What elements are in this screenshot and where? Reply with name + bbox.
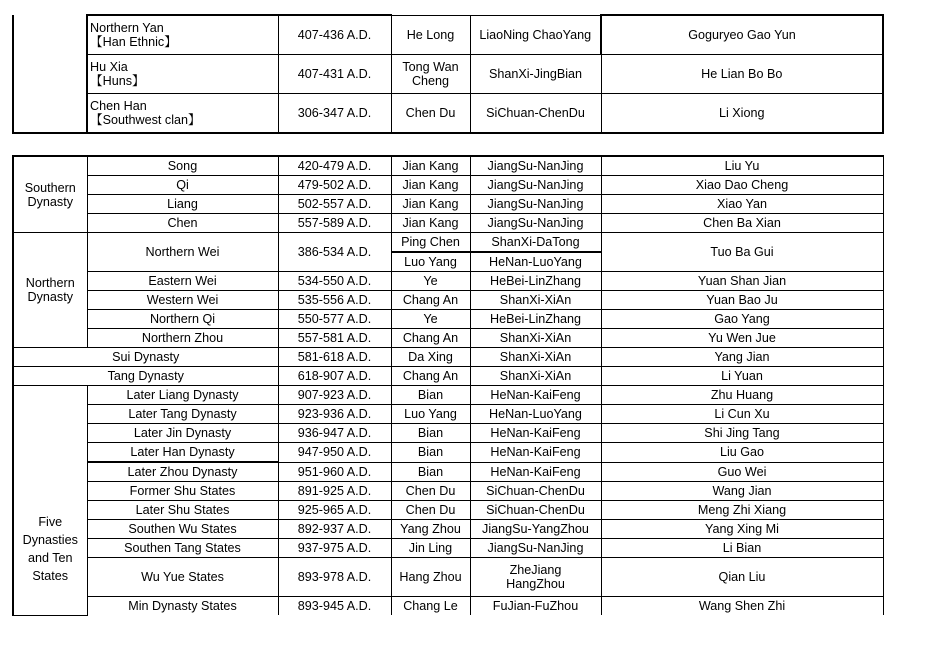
table-row — [13, 386, 883, 405]
table-row — [13, 462, 883, 482]
location-cell: JiangSu-NanJing — [470, 176, 601, 195]
location-cell: HeBei-LinZhang — [470, 310, 601, 329]
table-row — [13, 176, 883, 195]
founder-cell: Tuo Ba Gui — [601, 233, 883, 272]
dynasty-name-cell: Later Shu States — [87, 501, 278, 520]
founder-cell: Zhu Huang — [601, 386, 883, 405]
founder-cell: Gao Yang — [601, 310, 883, 329]
table-row — [13, 214, 883, 233]
table-row — [13, 405, 883, 424]
capital-cell: Ye — [391, 310, 470, 329]
location-cell: ZheJiang HangZhou — [470, 558, 601, 597]
founder-cell: Li Cun Xu — [601, 405, 883, 424]
table-row — [13, 482, 883, 501]
period-cell: 936-947 A.D. — [278, 424, 391, 443]
location-cell: ShanXi-JingBian — [470, 55, 601, 94]
founder-cell: Liu Yu — [601, 156, 883, 176]
founder-cell: Shi Jing Tang — [601, 424, 883, 443]
dynasty-name-cell: Former Shu States — [87, 482, 278, 501]
period-cell: 534-550 A.D. — [278, 272, 391, 291]
capital-cell: Chang An — [391, 329, 470, 348]
founder-cell: Liu Gao — [601, 443, 883, 463]
period-cell: 893-945 A.D. — [278, 597, 391, 616]
period-cell: 479-502 A.D. — [278, 176, 391, 195]
main-dynasty-table — [12, 155, 884, 616]
capital-cell: Jin Ling — [391, 539, 470, 558]
dynasty-name-cell: Later Tang Dynasty — [87, 405, 278, 424]
location-cell: JiangSu-NanJing — [470, 195, 601, 214]
location-cell: HeNan-LuoYang — [470, 405, 601, 424]
table-row — [13, 15, 883, 55]
location-cell: HeNan-LuoYang — [470, 252, 601, 272]
founder-cell: Xiao Dao Cheng — [601, 176, 883, 195]
dynasty-name-cell: Later Liang Dynasty — [87, 386, 278, 405]
period-cell: 618-907 A.D. — [278, 367, 391, 386]
founder-cell: Wang Jian — [601, 482, 883, 501]
capital-cell: Jian Kang — [391, 195, 470, 214]
group-northern-dynasty: Northern Dynasty — [13, 233, 87, 348]
location-cell: HeNan-KaiFeng — [470, 424, 601, 443]
capital-cell: Bian — [391, 443, 470, 463]
founder-cell: Li Bian — [601, 539, 883, 558]
table-row — [13, 195, 883, 214]
table-row — [13, 501, 883, 520]
location-cell: ShanXi-XiAn — [470, 329, 601, 348]
period-cell: 891-925 A.D. — [278, 482, 391, 501]
location-cell: LiaoNing ChaoYang — [470, 15, 601, 55]
period-cell: 386-534 A.D. — [278, 233, 391, 272]
dynasty-name-cell: Northern Yan 【Han Ethnic】 — [87, 15, 278, 55]
founder-cell: Xiao Yan — [601, 195, 883, 214]
location-cell: ShanXi-XiAn — [470, 291, 601, 310]
table-row — [13, 348, 883, 367]
table-row — [13, 424, 883, 443]
dynasty-name-cell: Northern Wei — [87, 233, 278, 272]
period-cell: 535-556 A.D. — [278, 291, 391, 310]
location-cell: HeNan-KaiFeng — [470, 443, 601, 463]
founder-cell: Yang Xing Mi — [601, 520, 883, 539]
founder-cell: Yuan Bao Ju — [601, 291, 883, 310]
dynasty-name-cell: Western Wei — [87, 291, 278, 310]
period-cell: 937-975 A.D. — [278, 539, 391, 558]
table-row — [13, 329, 883, 348]
period-cell: 557-589 A.D. — [278, 214, 391, 233]
capital-cell: Da Xing — [391, 348, 470, 367]
table-row — [13, 367, 883, 386]
dynasty-name-cell: Chen — [87, 214, 278, 233]
table-row — [13, 310, 883, 329]
capital-cell: Chen Du — [391, 501, 470, 520]
top-dynasty-table — [12, 14, 884, 134]
capital-cell: Bian — [391, 462, 470, 482]
group-cell-empty — [13, 15, 87, 133]
table-row — [13, 597, 883, 616]
capital-cell: Luo Yang — [391, 405, 470, 424]
group-five-dynasties: Five Dynasties and Ten States — [13, 386, 87, 616]
founder-cell: Yu Wen Jue — [601, 329, 883, 348]
location-cell: ShanXi-XiAn — [470, 348, 601, 367]
location-cell: HeNan-KaiFeng — [470, 462, 601, 482]
location-cell: FuJian-FuZhou — [470, 597, 601, 616]
capital-cell: Hang Zhou — [391, 558, 470, 597]
dynasty-name-cell: Later Han Dynasty — [87, 443, 278, 463]
table-row — [13, 443, 883, 463]
period-cell: 892-937 A.D. — [278, 520, 391, 539]
table-row — [13, 233, 883, 253]
dynasty-name-cell: Wu Yue States — [87, 558, 278, 597]
location-cell: ShanXi-XiAn — [470, 367, 601, 386]
dynasty-name-cell: Eastern Wei — [87, 272, 278, 291]
dynasty-name-cell: Northern Qi — [87, 310, 278, 329]
founder-cell: Yuan Shan Jian — [601, 272, 883, 291]
founder-cell: Guo Wei — [601, 462, 883, 482]
capital-cell: Tong Wan Cheng — [391, 55, 470, 94]
period-cell: 907-923 A.D. — [278, 386, 391, 405]
dynasty-name-cell: Sui Dynasty — [13, 348, 278, 367]
founder-cell: Li Xiong — [601, 94, 883, 134]
table-row — [13, 55, 883, 94]
period-cell: 557-581 A.D. — [278, 329, 391, 348]
period-cell: 951-960 A.D. — [278, 462, 391, 482]
dynasty-name-cell: Southen Tang States — [87, 539, 278, 558]
table-row — [13, 558, 883, 597]
location-cell: SiChuan-ChenDu — [470, 501, 601, 520]
dynasty-name-cell: Liang — [87, 195, 278, 214]
period-cell: 581-618 A.D. — [278, 348, 391, 367]
period-cell: 407-431 A.D. — [278, 55, 391, 94]
location-cell: JiangSu-NanJing — [470, 156, 601, 176]
location-cell: JiangSu-NanJing — [470, 539, 601, 558]
location-cell: SiChuan-ChenDu — [470, 94, 601, 134]
location-cell: JiangSu-YangZhou — [470, 520, 601, 539]
period-cell: 893-978 A.D. — [278, 558, 391, 597]
period-cell: 502-557 A.D. — [278, 195, 391, 214]
founder-cell: Wang Shen Zhi — [601, 597, 883, 616]
dynasty-name-cell: Hu Xia 【Huns】 — [87, 55, 278, 94]
dynasty-name-cell: Chen Han 【Southwest clan】 — [87, 94, 278, 134]
capital-cell: Chang Le — [391, 597, 470, 616]
capital-cell: Jian Kang — [391, 176, 470, 195]
founder-cell: Li Yuan — [601, 367, 883, 386]
dynasty-name-cell: Song — [87, 156, 278, 176]
capital-cell: Chen Du — [391, 94, 470, 134]
dynasty-name-cell: Qi — [87, 176, 278, 195]
founder-cell: Qian Liu — [601, 558, 883, 597]
period-cell: 550-577 A.D. — [278, 310, 391, 329]
dynasty-name-cell: Later Jin Dynasty — [87, 424, 278, 443]
table-row — [13, 94, 883, 134]
group-southern-dynasty: Southern Dynasty — [13, 156, 87, 233]
capital-cell: Jian Kang — [391, 214, 470, 233]
location-cell: JiangSu-NanJing — [470, 214, 601, 233]
capital-cell: He Long — [391, 15, 470, 55]
table-row — [13, 520, 883, 539]
location-cell: HeBei-LinZhang — [470, 272, 601, 291]
capital-cell: Yang Zhou — [391, 520, 470, 539]
dynasty-name-cell: Northern Zhou — [87, 329, 278, 348]
founder-cell: He Lian Bo Bo — [601, 55, 883, 94]
capital-cell: Chang An — [391, 291, 470, 310]
capital-cell: Ye — [391, 272, 470, 291]
founder-cell: Chen Ba Xian — [601, 214, 883, 233]
capital-cell: Bian — [391, 386, 470, 405]
capital-cell: Luo Yang — [391, 252, 470, 272]
period-cell: 947-950 A.D. — [278, 443, 391, 463]
dynasty-name-cell: Tang Dynasty — [13, 367, 278, 386]
period-cell: 925-965 A.D. — [278, 501, 391, 520]
founder-cell: Goguryeo Gao Yun — [601, 15, 883, 55]
capital-cell: Jian Kang — [391, 156, 470, 176]
table-row — [13, 539, 883, 558]
capital-cell: Bian — [391, 424, 470, 443]
capital-cell: Chang An — [391, 367, 470, 386]
location-cell: ShanXi-DaTong — [470, 233, 601, 253]
dynasty-name-cell: Southen Wu States — [87, 520, 278, 539]
capital-cell: Chen Du — [391, 482, 470, 501]
founder-cell: Meng Zhi Xiang — [601, 501, 883, 520]
dynasty-name-cell: Later Zhou Dynasty — [87, 462, 278, 482]
table-row — [13, 272, 883, 291]
table-row — [13, 291, 883, 310]
period-cell: 420-479 A.D. — [278, 156, 391, 176]
capital-cell: Ping Chen — [391, 233, 470, 253]
location-cell: HeNan-KaiFeng — [470, 386, 601, 405]
period-cell: 923-936 A.D. — [278, 405, 391, 424]
founder-cell: Yang Jian — [601, 348, 883, 367]
table-row — [13, 156, 883, 176]
period-cell: 407-436 A.D. — [278, 15, 391, 55]
period-cell: 306-347 A.D. — [278, 94, 391, 134]
location-cell: SiChuan-ChenDu — [470, 482, 601, 501]
dynasty-name-cell: Min Dynasty States — [87, 597, 278, 616]
